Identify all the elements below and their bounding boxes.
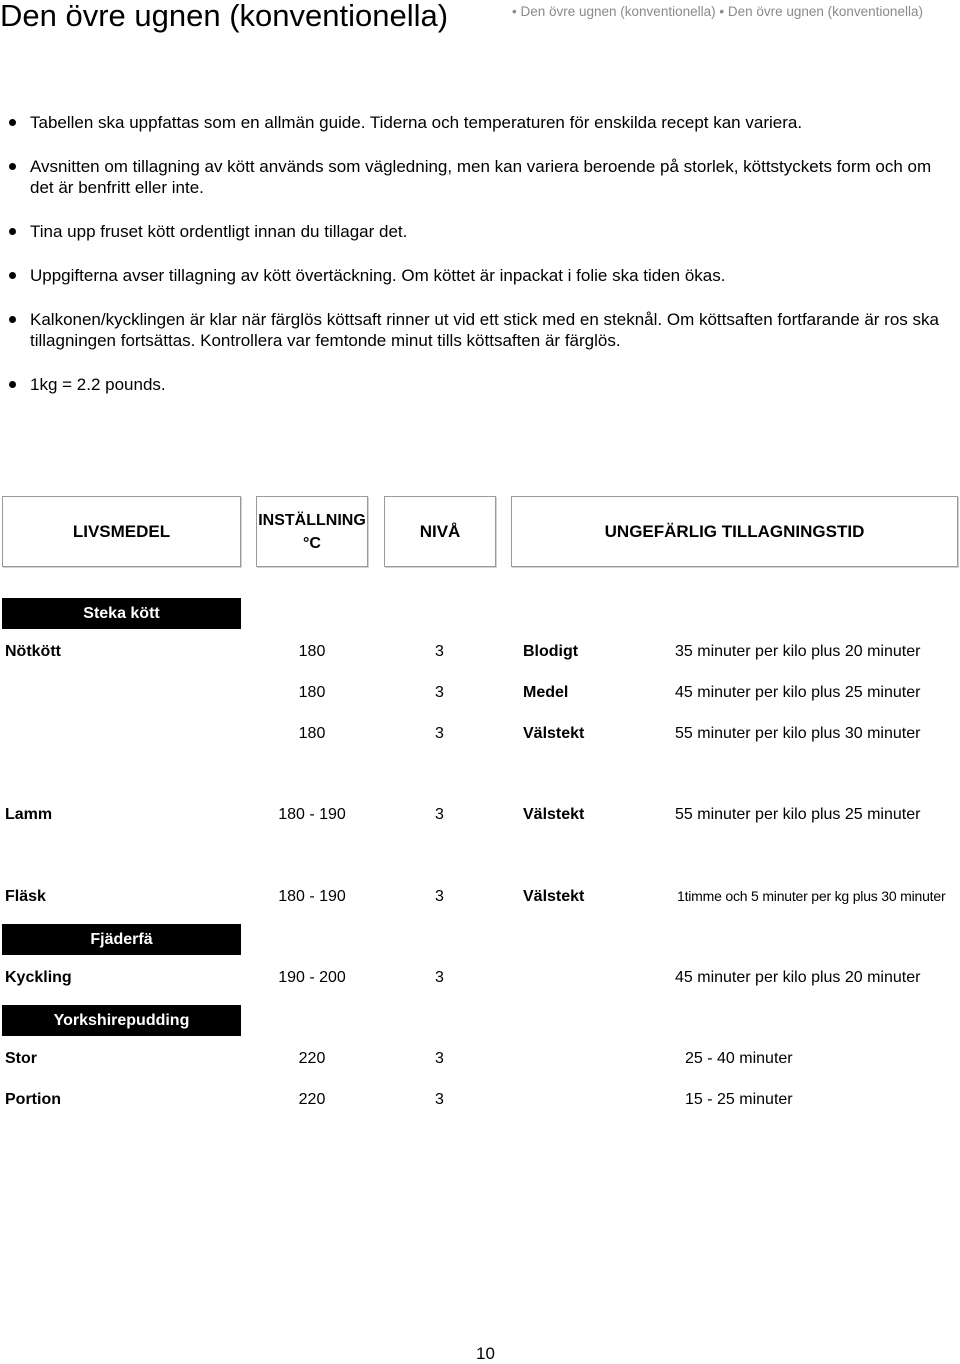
doneness-cell: Medel bbox=[523, 684, 569, 701]
breadcrumb: • Den övre ugnen (konventionella) • Den övre ugnen (konventionella) bbox=[512, 4, 923, 19]
time-cell: 15 - 25 minuter bbox=[685, 1091, 793, 1108]
column-header-time-label: UNGEFÄRLIG TILLAGNINGSTID bbox=[604, 521, 865, 541]
doneness-cell: Välstekt bbox=[523, 725, 585, 742]
bullet-icon bbox=[9, 163, 16, 170]
food-cell: Kyckling bbox=[5, 969, 72, 986]
list-item bbox=[8, 112, 958, 133]
bullet-icon bbox=[9, 272, 16, 279]
list-item bbox=[8, 221, 958, 242]
level-cell: 3 bbox=[435, 684, 444, 701]
time-cell: 55 minuter per kilo plus 25 minuter bbox=[675, 806, 921, 823]
food-cell: Fläsk bbox=[5, 888, 46, 905]
list-item-text: Tabellen ska uppfattas som en allmän guide. Tiderna och temperaturen för enskilda recept kan variera. bbox=[30, 113, 803, 132]
column-header-level-label: NIVÅ bbox=[419, 521, 461, 541]
bullet-icon bbox=[9, 381, 16, 388]
time-cell: 45 minuter per kilo plus 25 minuter bbox=[675, 684, 921, 701]
column-header-setting-unit: °C bbox=[303, 534, 321, 552]
column-header-time bbox=[511, 496, 958, 567]
doneness-cell: Blodigt bbox=[523, 643, 579, 660]
time-cell: 25 - 40 minuter bbox=[685, 1050, 793, 1067]
page-number: 10 bbox=[476, 1344, 495, 1363]
temp-cell: 180 bbox=[298, 643, 326, 660]
level-cell: 3 bbox=[435, 643, 444, 660]
level-cell: 3 bbox=[435, 725, 444, 742]
section-header-roast: Steka kött bbox=[2, 598, 241, 629]
level-cell: 3 bbox=[435, 969, 444, 986]
guidance-list bbox=[8, 112, 958, 418]
food-cell: Lamm bbox=[5, 806, 53, 823]
level-cell: 3 bbox=[435, 1091, 444, 1108]
doneness-cell: Välstekt bbox=[523, 806, 585, 823]
list-item bbox=[8, 374, 958, 395]
time-cell: 55 minuter per kilo plus 30 minuter bbox=[675, 725, 921, 742]
bullet-icon bbox=[9, 119, 16, 126]
temp-cell: 220 bbox=[298, 1050, 326, 1067]
section-header-poultry: Fjäderfä bbox=[2, 924, 241, 955]
level-cell: 3 bbox=[435, 806, 444, 823]
temp-cell: 190 - 200 bbox=[278, 969, 346, 986]
doneness-cell: Välstekt bbox=[523, 888, 585, 905]
list-item bbox=[8, 156, 958, 198]
column-header-food-label: LIVSMEDEL bbox=[72, 521, 171, 541]
temp-cell: 180 - 190 bbox=[278, 806, 346, 823]
page-title: Den övre ugnen (konventionella) bbox=[0, 0, 449, 33]
column-header-setting-label: INSTÄLLNING bbox=[258, 511, 366, 529]
food-cell: Nötkött bbox=[5, 643, 61, 660]
time-cell: 1timme och 5 minuter per kg plus 30 minuter bbox=[677, 888, 946, 904]
list-item-text: Avsnitten om tillagning av kött används som vägledning, men kan variera beroende på storlek, köttstyckets form och om det är benfritt eller inte. bbox=[30, 157, 932, 197]
level-cell: 3 bbox=[435, 888, 444, 905]
food-cell: Stor bbox=[5, 1050, 37, 1067]
temp-cell: 180 bbox=[298, 725, 326, 742]
column-header-setting bbox=[256, 496, 368, 567]
list-item bbox=[8, 265, 958, 286]
food-cell: Portion bbox=[5, 1091, 61, 1108]
bullet-icon bbox=[9, 316, 16, 323]
temp-cell: 220 bbox=[298, 1091, 326, 1108]
list-item-text: 1kg = 2.2 pounds. bbox=[30, 375, 166, 394]
temp-cell: 180 - 190 bbox=[278, 888, 346, 905]
level-cell: 3 bbox=[435, 1050, 444, 1067]
section-header-yorkshire: Yorkshirepudding bbox=[2, 1005, 241, 1036]
bullet-icon bbox=[9, 228, 16, 235]
list-item bbox=[8, 309, 958, 351]
column-header-food bbox=[2, 496, 241, 567]
list-item-text: Tina upp fruset kött ordentligt innan du tillagar det. bbox=[30, 222, 408, 241]
time-cell: 35 minuter per kilo plus 20 minuter bbox=[675, 643, 921, 660]
column-header-level bbox=[384, 496, 496, 567]
time-cell: 45 minuter per kilo plus 20 minuter bbox=[675, 969, 921, 986]
list-item-text: Kalkonen/kycklingen är klar när färglös köttsaft rinner ut vid ett stick med en steknål. Om köttsaften fortfarande är ros ska tillagningen fortsättas. Kontrollera var femtonde minut tills köttsaften är färglös. bbox=[30, 310, 939, 350]
list-item-text: Uppgifterna avser tillagning av kött övertäckning. Om köttet är inpackat i folie ska tiden ökas. bbox=[30, 266, 726, 285]
temp-cell: 180 bbox=[298, 684, 326, 701]
